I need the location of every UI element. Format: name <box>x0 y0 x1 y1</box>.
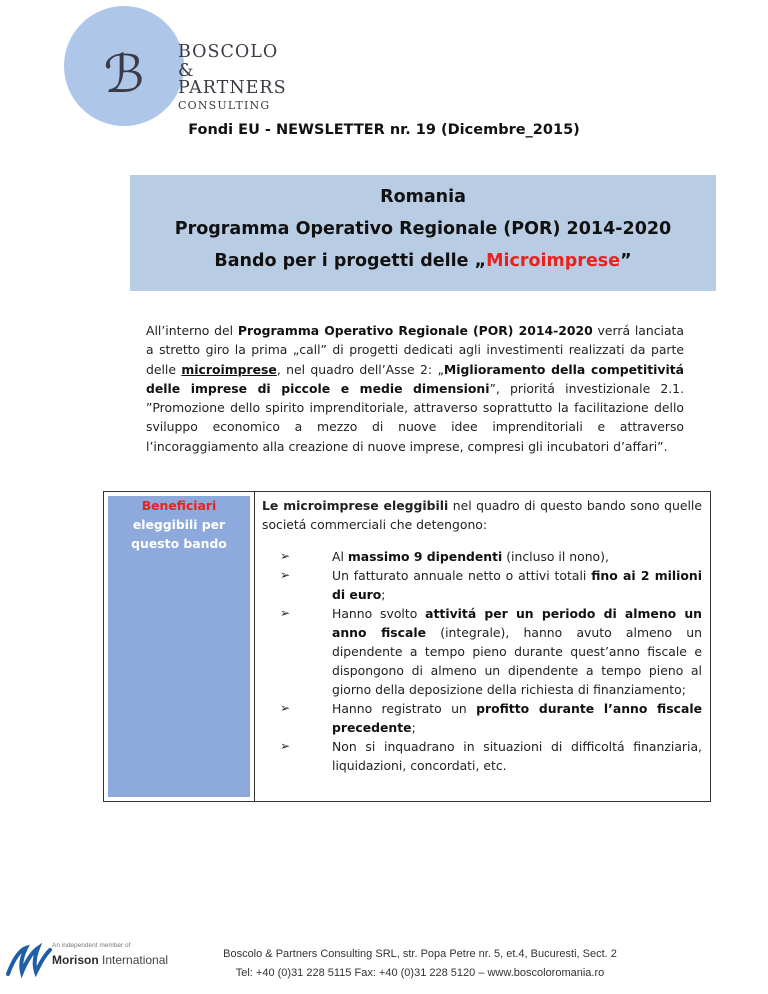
intro-bold-axis: Miglioramento della competitivitá delle imprese di piccole e medie dimensioni <box>146 361 685 396</box>
footer-contact <box>170 945 670 983</box>
banner-call-title <box>130 251 716 271</box>
description-bold: Le microimprese eleggibili <box>262 498 449 513</box>
intro-text-1: All’interno del <box>146 323 238 338</box>
banner-program: Programma Operativo Regionale (POR) 2014-2020 <box>174 219 672 239</box>
banner-call-suffix: ” <box>620 251 632 271</box>
member-text: An independent member of <box>52 942 131 949</box>
arrow-bullet-icon: ➢ <box>280 701 291 715</box>
svg-text:ℬ: ℬ <box>103 45 145 105</box>
item-text: (integrale), hanno avuto almeno un dipendente a tempo pieno durante quest’anno fiscale e dispongono di almeno un dipendente a tempo pieno al giorno della deposizione della richiesta di finanziamento; <box>332 625 703 697</box>
banner-call-prefix: Bando per i progetti delle „ <box>214 251 487 271</box>
beneficiaries-label-red: Beneficiari <box>141 498 217 513</box>
logo-text <box>178 44 290 111</box>
item-text: (incluso il nono), <box>502 549 609 564</box>
newsletter-title: Fondi EU - NEWSLETTER nr. 19 (Dicembre_2015) <box>188 122 580 138</box>
list-item <box>262 566 702 604</box>
banner-call-highlight: Microimprese <box>486 251 621 271</box>
morison-rest: International <box>98 953 169 967</box>
criteria-list <box>262 547 702 775</box>
item-text: ; <box>411 720 416 735</box>
list-item <box>262 604 702 699</box>
list-item <box>262 547 702 566</box>
item-text: Un fatturato annuale netto o attivi totali <box>332 568 592 583</box>
item-bold: attivitá per un periodo di almeno un anno fiscale <box>332 606 703 640</box>
intro-text-4: ”, prioritá investizionale 2.1. ”Promozione dello spirito imprenditoriale, attraverso soprattutto la facilitazione dello sviluppo economico a mezzo di nuove idee imprenditoriali e attraverso l’incoraggiamento alla creazione di nuove imprese, compresi gli incubatori d’affari”. <box>146 380 685 454</box>
company-logo <box>60 6 290 126</box>
intro-bold-program: Programma Operativo Regionale (POR) 2014-2020 <box>237 323 593 338</box>
item-bold: fino ai 2 milioni di euro <box>332 568 702 602</box>
arrow-bullet-icon: ➢ <box>280 568 291 582</box>
intro-text-2: verrá lanciata a stretto giro la prima „call” di progetti dedicati agli investimenti realizzati da parte delle <box>146 323 685 377</box>
morison-mark-icon <box>4 940 52 980</box>
item-bold: profitto durante l’anno fiscale precedente <box>332 701 702 735</box>
item-bold: massimo 9 dipendenti <box>347 549 503 564</box>
beneficiaries-table <box>103 491 711 802</box>
intro-text-3: , nel quadro dell’Asse 2: „ <box>276 361 444 377</box>
arrow-bullet-icon: ➢ <box>280 606 291 620</box>
item-text: Al <box>332 549 348 564</box>
banner-country: Romania <box>380 187 466 207</box>
item-text: ; <box>381 587 386 602</box>
beneficiaries-label-cell <box>108 496 250 797</box>
intro-paragraph <box>146 321 684 456</box>
list-item <box>262 737 702 775</box>
arrow-bullet-icon: ➢ <box>280 549 291 563</box>
list-item <box>262 699 702 737</box>
morison-bold: Morison <box>52 953 99 967</box>
item-text: Hanno registrato un <box>332 701 477 716</box>
item-text: Hanno svolto <box>332 606 426 621</box>
description-text: nel quadro di questo bando sono quelle societá commerciali che detengono: <box>262 498 702 532</box>
beneficiaries-description <box>262 496 702 534</box>
morison-name <box>52 953 168 967</box>
footer-phone: Tel: +40 (0)31 228 5115 Fax: +40 (0)31 228 5120 – www.boscoloromania.ro <box>235 967 605 979</box>
logo-line-3: CONSULTING <box>178 98 271 112</box>
logo-line-2: & PARTNERS <box>178 60 287 98</box>
intro-underlined-microimprese: microimprese <box>181 361 277 377</box>
morison-logo <box>0 936 170 980</box>
beneficiaries-label-line-3: questo bando <box>131 536 227 551</box>
logo-line-1: BOSCOLO <box>178 42 279 62</box>
title-banner <box>130 175 716 291</box>
logo-circle-icon <box>60 6 190 126</box>
arrow-bullet-icon: ➢ <box>280 739 291 753</box>
beneficiaries-label-line-2: eleggibili per <box>132 517 226 532</box>
footer-address: Boscolo & Partners Consulting SRL, str. Popa Petre nr. 5, et.4, Bucuresti, Sect. 2 <box>223 948 617 960</box>
table-divider <box>254 492 255 801</box>
item-text: Non si inquadrano in situazioni di difficoltá finanziaria, liquidazioni, concordati, etc. <box>332 739 702 773</box>
